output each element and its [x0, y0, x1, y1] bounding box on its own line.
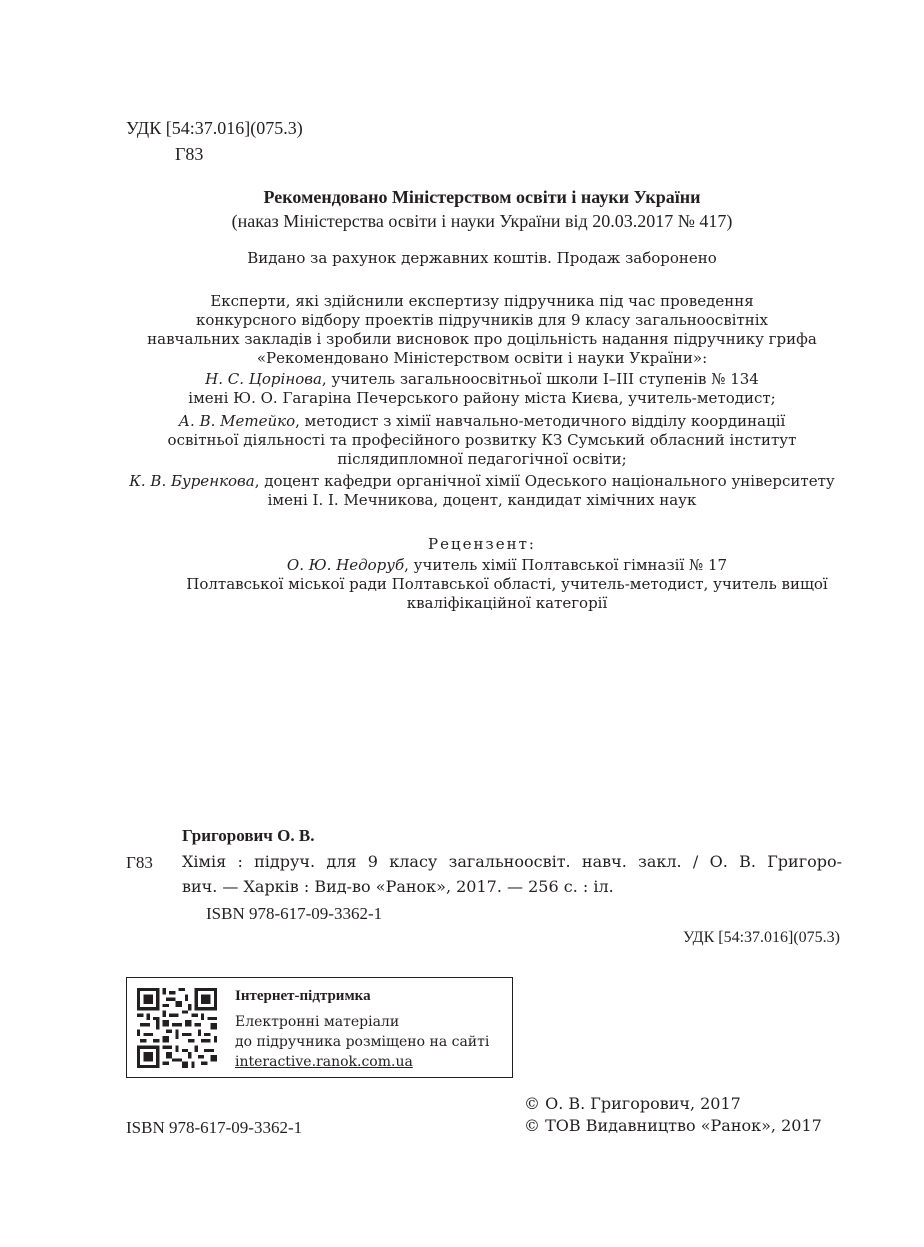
copyright-publisher: © ТОВ Видавництво «Ранок», 2017 — [524, 1116, 822, 1135]
expert-description-line: імені І. І. Мечникова, доцент, кандидат хімічних наук — [267, 491, 697, 509]
expert-description: , учитель загальноосвітньої школи І–ІІІ ступенів № 134 — [321, 370, 759, 388]
reviewer-heading: Рецензент: — [428, 535, 536, 553]
qr-code-icon[interactable] — [137, 988, 217, 1068]
interactive-site-link[interactable]: interactive.ranok.com.ua — [235, 1054, 413, 1070]
experts-intro — [120, 292, 844, 368]
recommendation-title: Рекомендовано Міністерством освіти і науки України — [263, 187, 701, 207]
expert-description-line: освітньої діяльності та професійного розвитку КЗ Сумський обласний інститут — [167, 431, 797, 449]
expert-description-line: імені Ю. О. Гагаріна Печерського району міста Києва, учитель-методист; — [188, 389, 776, 407]
internet-support-line: до підручника розміщено на сайті — [235, 1034, 490, 1050]
expert-entry — [120, 412, 844, 469]
recommendation-block — [120, 185, 844, 233]
author-mark-code: Г83 — [175, 144, 204, 164]
isbn-footer: ISBN 978-617-09-3362-1 — [126, 1118, 303, 1137]
bibliography-line: Хімія : підруч. для 9 класу загальноосвіт. навч. закл. / О. В. Григоро- — [182, 852, 842, 871]
bibliography-author: Григорович О. В. — [182, 826, 315, 845]
publication-note: Видано за рахунок державних коштів. Продаж заборонено — [247, 249, 717, 267]
expert-name: Н. С. Цорінова — [205, 370, 322, 388]
copyright-author: © О. В. Григорович, 2017 — [524, 1094, 741, 1113]
experts-intro-line: Експерти, які здійснили експертизу підручника під час проведення — [210, 292, 754, 310]
udk-code: УДК [54:37.016](075.3) — [126, 118, 303, 138]
bibliography-description — [182, 849, 842, 899]
internet-support-text — [235, 987, 489, 1072]
reviewer-entry — [160, 556, 854, 613]
recommendation-order: (наказ Міністерства освіти і науки України від 20.03.2017 № 417) — [231, 211, 733, 231]
internet-support-title: Інтернет-підтримка — [235, 988, 371, 1004]
internet-support-box — [126, 977, 513, 1078]
experts-intro-line: конкурсного відбору проектів підручників для 9 класу загальноосвітніх — [196, 311, 768, 329]
bibliography-isbn: ISBN 978-617-09-3362-1 — [206, 904, 383, 923]
bibliography-line: вич. — Харків : Вид-во «Ранок», 2017. — 256 с. : іл. — [182, 877, 614, 896]
experts-intro-line: «Рекомендовано Міністерством освіти і науки України»: — [256, 349, 708, 367]
expert-entry — [120, 370, 844, 408]
expert-name: А. В. Метейко — [178, 412, 296, 430]
experts-intro-line: навчальних закладів і зробили висновок про доцільність надання підручнику грифа — [147, 330, 817, 348]
bibliography-udk: УДК [54:37.016](075.3) — [682, 929, 840, 946]
reviewer-description-line: кваліфікаційної категорії — [406, 594, 608, 612]
reviewer-description-line: Полтавської міської ради Полтавської області, учитель-методист, учитель вищої — [186, 575, 828, 593]
expert-entry — [120, 472, 844, 510]
expert-description-line: післядипломної педагогічної освіти; — [337, 450, 627, 468]
reviewer-name: О. Ю. Недоруб — [286, 556, 405, 574]
expert-description: , доцент кафедри органічної хімії Одеського національного університету — [254, 472, 835, 490]
reviewer-description: , учитель хімії Полтавської гімназії № 17 — [404, 556, 728, 574]
expert-description: , методист з хімії навчально-методичного відділу координації — [295, 412, 786, 430]
expert-name: К. В. Буренкова — [129, 472, 255, 490]
bibliography-code: Г83 — [126, 853, 153, 872]
internet-support-line: Електронні матеріали — [235, 1014, 400, 1030]
